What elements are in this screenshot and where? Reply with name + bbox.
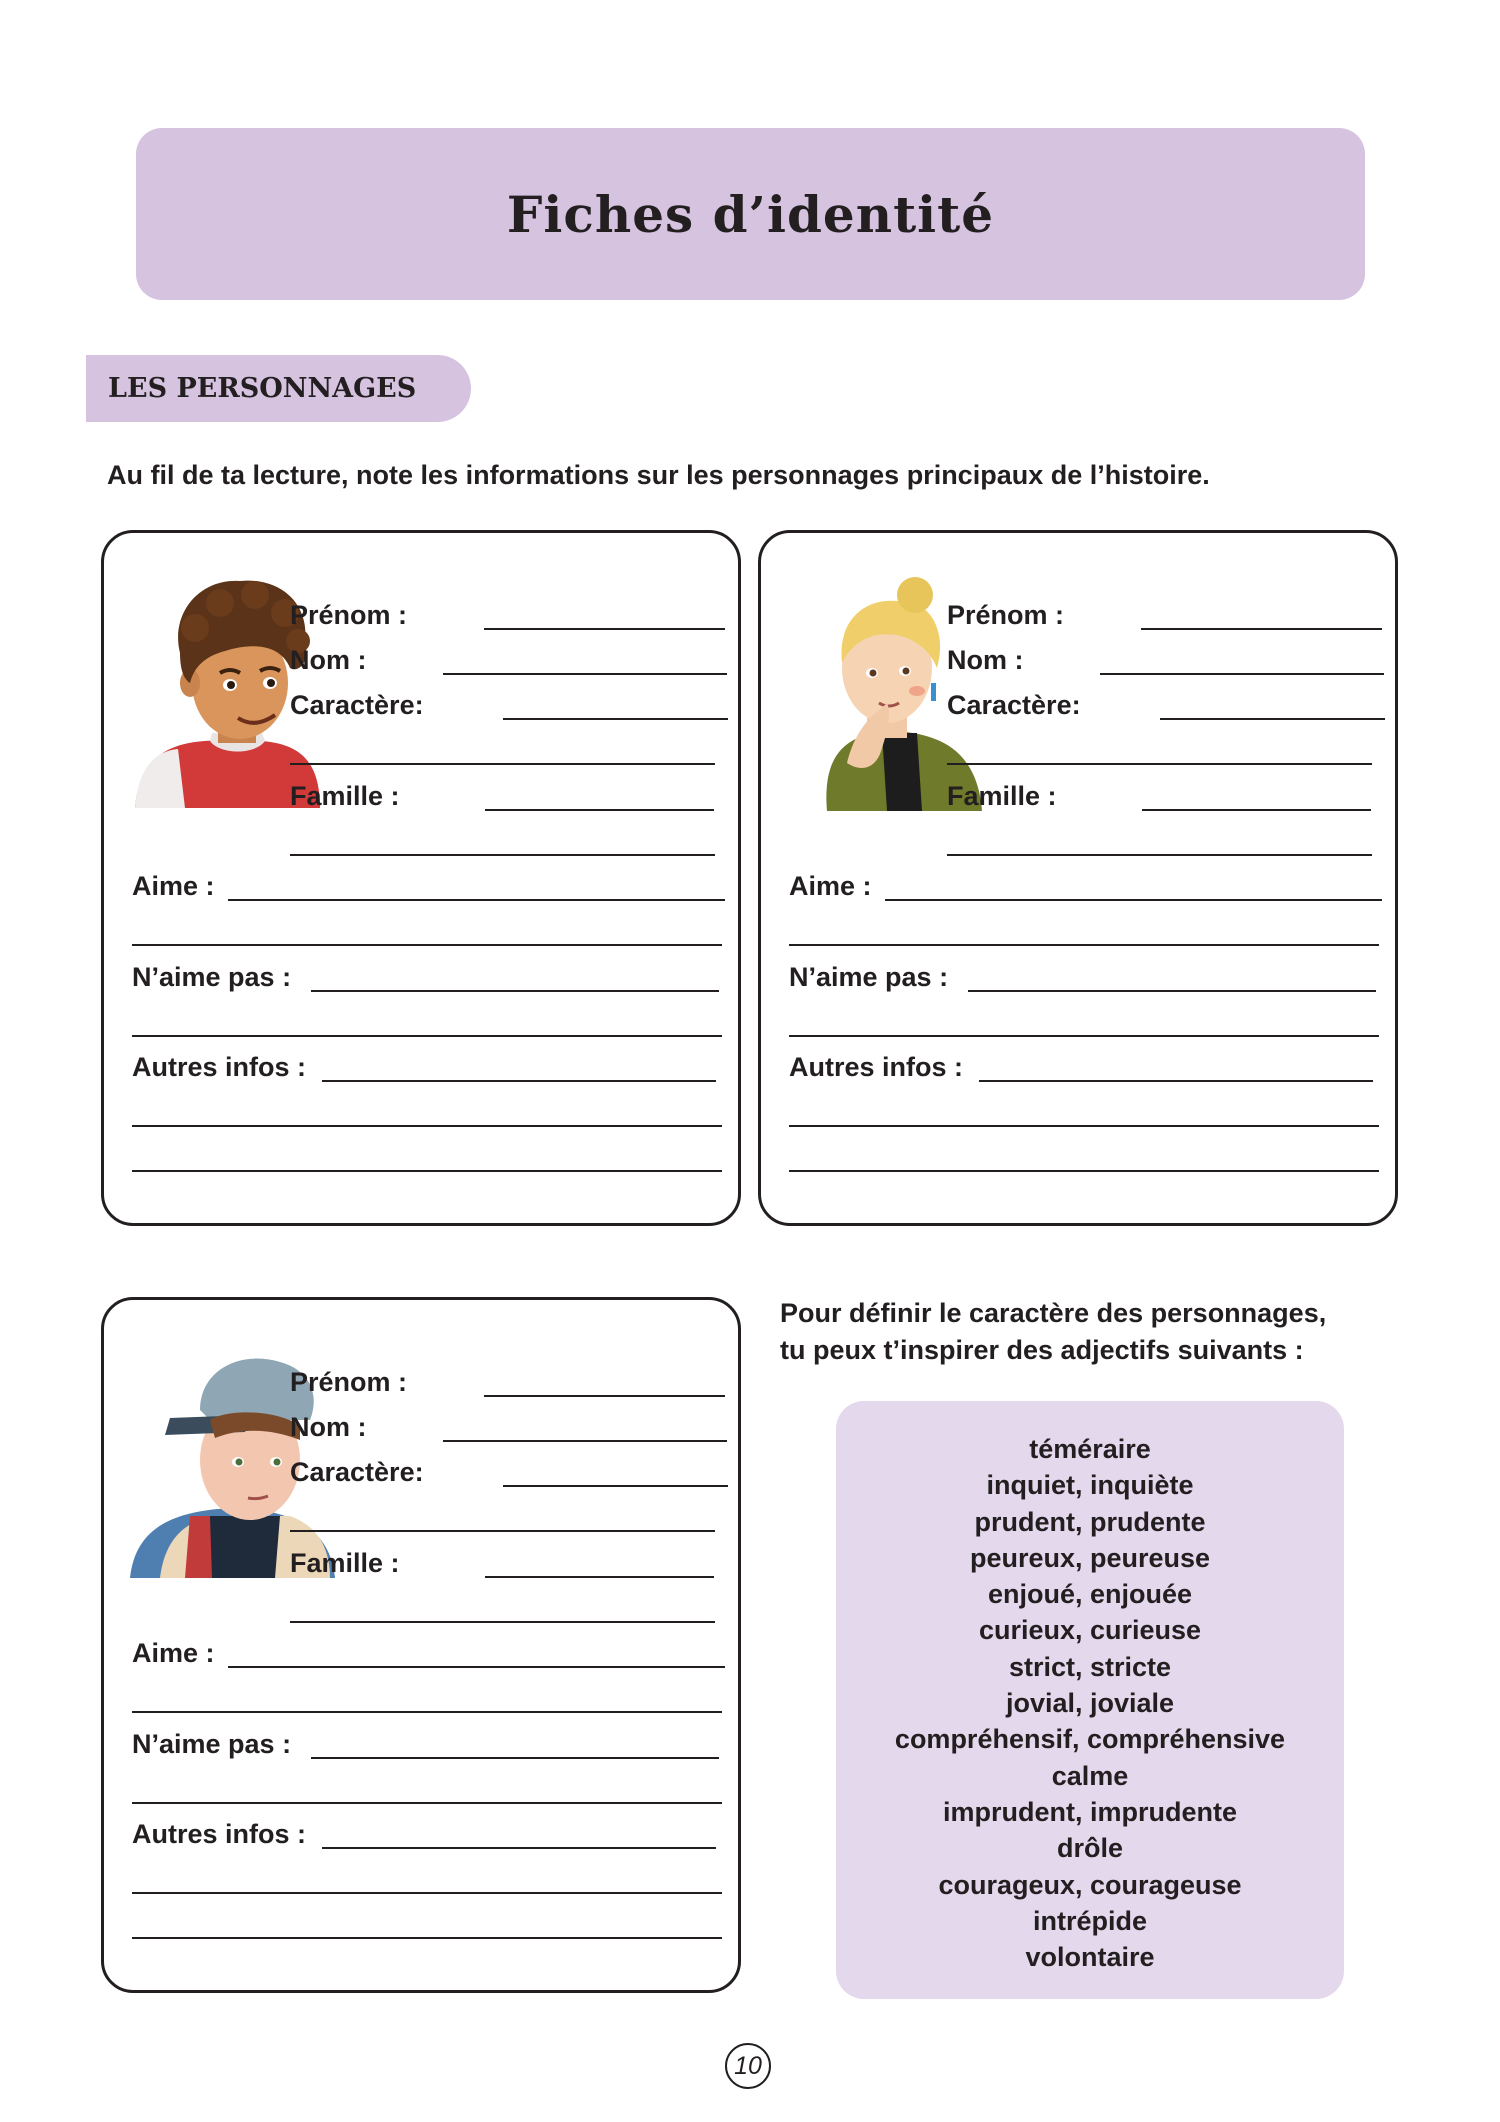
adjective-item: curieux, curieuse bbox=[978, 1615, 1202, 1646]
identity-card bbox=[101, 530, 741, 1226]
autres-infos-line-3[interactable] bbox=[132, 1170, 722, 1172]
caractere-label: Caractère: bbox=[947, 690, 1081, 720]
naime-pas-line[interactable] bbox=[311, 1757, 719, 1759]
adjective-item: inquiet, inquiète bbox=[986, 1470, 1194, 1501]
autres-infos-line[interactable] bbox=[322, 1080, 716, 1082]
title-banner bbox=[136, 128, 1365, 300]
aime-line-2[interactable] bbox=[132, 1711, 722, 1713]
autres-infos-label: Autres infos : bbox=[132, 1819, 307, 1849]
caractere-line-2[interactable] bbox=[947, 763, 1372, 765]
aime-line[interactable] bbox=[228, 1666, 725, 1668]
autres-infos-line-3[interactable] bbox=[132, 1937, 722, 1939]
autres-infos-line-2[interactable] bbox=[132, 1125, 722, 1127]
aime-line-2[interactable] bbox=[789, 944, 1379, 946]
adjective-item: courageux, courageuse bbox=[938, 1869, 1242, 1900]
famille-line[interactable] bbox=[1142, 809, 1371, 811]
famille-line[interactable] bbox=[485, 809, 714, 811]
autres-infos-line[interactable] bbox=[322, 1847, 716, 1849]
caractere-line[interactable] bbox=[503, 718, 728, 720]
famille-line-2[interactable] bbox=[290, 854, 715, 856]
prenom-label: Prénom : bbox=[290, 1367, 408, 1397]
adjective-item: peureux, peureuse bbox=[969, 1542, 1211, 1573]
adjective-item: compréhensif, compréhensive bbox=[894, 1724, 1286, 1755]
prenom-line[interactable] bbox=[484, 628, 725, 630]
adjective-item: téméraire bbox=[1029, 1434, 1151, 1464]
nom-label: Nom : bbox=[290, 645, 367, 675]
autres-infos-label: Autres infos : bbox=[132, 1052, 307, 1082]
naime-pas-label: N’aime pas : bbox=[132, 1729, 292, 1759]
nom-label: Nom : bbox=[290, 1412, 367, 1442]
aime-label: Aime : bbox=[789, 871, 872, 901]
adjectives-list bbox=[836, 1431, 1344, 1975]
adjective-item: intrépide bbox=[1032, 1905, 1147, 1936]
adjective-item: calme bbox=[1051, 1760, 1129, 1791]
autres-infos-line-2[interactable] bbox=[789, 1125, 1379, 1127]
section-tab bbox=[86, 355, 471, 422]
caractere-line-2[interactable] bbox=[290, 1530, 715, 1532]
nom-line[interactable] bbox=[1100, 673, 1384, 675]
famille-label: Famille : bbox=[947, 781, 1057, 811]
caractere-label: Caractère: bbox=[290, 1457, 424, 1487]
prenom-line[interactable] bbox=[1141, 628, 1382, 630]
aime-line[interactable] bbox=[228, 899, 725, 901]
adjectives-box bbox=[836, 1401, 1344, 1999]
section-label: LES PERSONNAGES bbox=[108, 373, 417, 404]
autres-infos-line-2[interactable] bbox=[132, 1892, 722, 1894]
famille-line[interactable] bbox=[485, 1576, 714, 1578]
famille-label: Famille : bbox=[290, 1548, 400, 1578]
famille-line-2[interactable] bbox=[947, 854, 1372, 856]
prenom-label: Prénom : bbox=[947, 600, 1065, 630]
autres-infos-line-3[interactable] bbox=[789, 1170, 1379, 1172]
adjective-item: prudent, prudente bbox=[974, 1506, 1206, 1537]
adjective-item: drôle bbox=[1056, 1833, 1123, 1864]
naime-pas-line[interactable] bbox=[311, 990, 719, 992]
naime-pas-line-2[interactable] bbox=[132, 1802, 722, 1804]
famille-label: Famille : bbox=[290, 781, 400, 811]
nom-line[interactable] bbox=[443, 673, 727, 675]
prenom-label: Prénom : bbox=[290, 600, 408, 630]
naime-pas-label: N’aime pas : bbox=[789, 962, 949, 992]
naime-pas-label: N’aime pas : bbox=[132, 962, 292, 992]
page-number: 10 bbox=[725, 2043, 771, 2089]
aime-line-2[interactable] bbox=[132, 944, 722, 946]
naime-pas-line[interactable] bbox=[968, 990, 1376, 992]
caractere-label: Caractère: bbox=[290, 690, 424, 720]
caractere-line-2[interactable] bbox=[290, 763, 715, 765]
caractere-line[interactable] bbox=[503, 1485, 728, 1487]
aime-label: Aime : bbox=[132, 871, 215, 901]
autres-infos-label: Autres infos : bbox=[789, 1052, 964, 1082]
caractere-line[interactable] bbox=[1160, 718, 1385, 720]
adjective-item: imprudent, imprudente bbox=[942, 1796, 1237, 1827]
nom-line[interactable] bbox=[443, 1440, 727, 1442]
adjectives-intro-line-1: Pour définir le caractère des personnages, bbox=[780, 1298, 1327, 1328]
identity-card bbox=[758, 530, 1398, 1226]
famille-line-2[interactable] bbox=[290, 1621, 715, 1623]
nom-label: Nom : bbox=[947, 645, 1024, 675]
adjective-item: enjoué, enjouée bbox=[987, 1579, 1193, 1610]
aime-label: Aime : bbox=[132, 1638, 215, 1668]
aime-line[interactable] bbox=[885, 899, 1382, 901]
autres-infos-line[interactable] bbox=[979, 1080, 1373, 1082]
prenom-line[interactable] bbox=[484, 1395, 725, 1397]
adjective-item: volontaire bbox=[1025, 1942, 1155, 1973]
adjective-item: jovial, joviale bbox=[1005, 1688, 1175, 1719]
adjectives-intro bbox=[780, 1295, 1326, 1369]
adjectives-intro-line-2: tu peux t’inspirer des adjectifs suivants : bbox=[780, 1335, 1304, 1365]
instructions-text: Au fil de ta lecture, note les informations sur les personnages principaux de l’histoire. bbox=[107, 460, 1210, 490]
identity-card bbox=[101, 1297, 741, 1993]
naime-pas-line-2[interactable] bbox=[789, 1035, 1379, 1037]
adjective-item: strict, stricte bbox=[1008, 1651, 1172, 1682]
page-title: Fiches d’identité bbox=[506, 184, 995, 244]
naime-pas-line-2[interactable] bbox=[132, 1035, 722, 1037]
